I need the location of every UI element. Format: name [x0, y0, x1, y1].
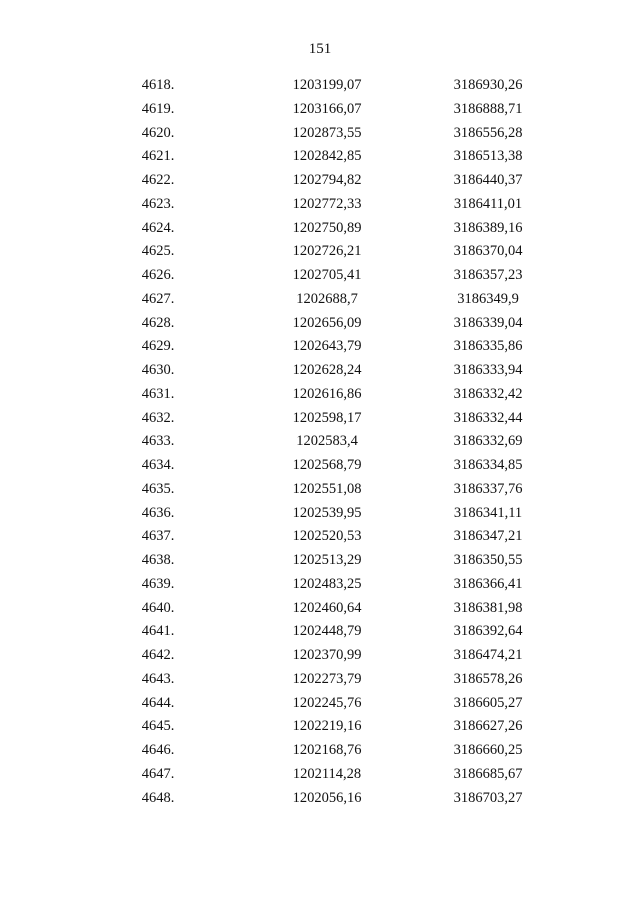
- table-row: [0, 787, 640, 811]
- table-row: [0, 430, 640, 454]
- x-coordinate: 1202460,64: [292, 599, 362, 616]
- x-coordinate: 1202772,33: [292, 195, 362, 212]
- y-coordinate: 3186411,01: [453, 195, 523, 212]
- table-row: [0, 288, 640, 312]
- y-coordinate: 3186333,94: [453, 362, 523, 378]
- y-coordinate: 3186370,04: [453, 243, 523, 260]
- x-coordinate: 1202583,4: [296, 433, 358, 450]
- y-coordinate: 3186888,71: [453, 100, 523, 117]
- y-coordinate: 3186930,26: [453, 77, 523, 93]
- point-number: 4642.: [141, 647, 175, 663]
- table-row: [0, 264, 640, 288]
- y-coordinate: 3186341,11: [453, 504, 523, 521]
- x-coordinate: 1202513,29: [292, 552, 362, 568]
- point-number: 4633.: [141, 433, 175, 450]
- y-coordinate: 3186335,86: [453, 338, 523, 355]
- x-coordinate: 1202448,79: [292, 623, 362, 640]
- point-number: 4628.: [141, 314, 175, 331]
- point-number: 4623.: [141, 195, 175, 212]
- x-coordinate: 1202370,99: [292, 647, 362, 663]
- x-coordinate: 1202598,17: [292, 409, 362, 426]
- x-coordinate: 1202750,89: [292, 219, 362, 236]
- point-number: 4638.: [141, 552, 175, 568]
- y-coordinate: 3186578,26: [453, 670, 523, 687]
- x-coordinate: 1203199,07: [292, 77, 362, 93]
- point-number: 4639.: [141, 575, 175, 592]
- y-coordinate: 3186332,42: [453, 385, 523, 402]
- x-coordinate: 1202705,41: [292, 267, 362, 283]
- point-number: 4634.: [141, 457, 175, 473]
- point-number: 4631.: [141, 385, 175, 402]
- y-coordinate: 3186347,21: [453, 528, 523, 545]
- point-number: 4632.: [141, 409, 175, 426]
- coordinates-table: [0, 74, 640, 810]
- y-coordinate: 3186349,9: [457, 290, 519, 307]
- table-row: [0, 525, 640, 549]
- point-number: 4627.: [141, 290, 175, 307]
- y-coordinate: 3186337,76: [453, 480, 523, 497]
- y-coordinate: 3186440,37: [453, 172, 523, 188]
- x-coordinate: 1202245,76: [292, 694, 362, 711]
- x-coordinate: 1202114,28: [292, 765, 362, 782]
- x-coordinate: 1202616,86: [292, 385, 362, 402]
- y-coordinate: 3186474,21: [453, 647, 523, 663]
- point-number: 4648.: [141, 789, 175, 806]
- page-number: 151: [308, 41, 332, 57]
- table-row: [0, 145, 640, 169]
- point-number: 4618.: [141, 77, 175, 93]
- table-row: [0, 335, 640, 359]
- table-row: [0, 739, 640, 763]
- table-row: [0, 359, 640, 383]
- y-coordinate: 3186334,85: [453, 457, 523, 473]
- y-coordinate: 3186627,26: [453, 718, 523, 735]
- point-number: 4646.: [141, 742, 175, 758]
- x-coordinate: 1202656,09: [292, 314, 362, 331]
- table-row: [0, 74, 640, 98]
- table-row: [0, 122, 640, 146]
- x-coordinate: 1202688,7: [296, 290, 358, 307]
- table-row: [0, 312, 640, 336]
- y-coordinate: 3186366,41: [453, 575, 523, 592]
- table-row: [0, 549, 640, 573]
- y-coordinate: 3186660,25: [453, 742, 523, 758]
- table-row: [0, 407, 640, 431]
- point-number: 4644.: [141, 694, 175, 711]
- table-row: [0, 169, 640, 193]
- x-coordinate: 1202794,82: [292, 172, 362, 188]
- y-coordinate: 3186339,04: [453, 314, 523, 331]
- table-row: [0, 98, 640, 122]
- y-coordinate: 3186357,23: [453, 267, 523, 283]
- y-coordinate: 3186605,27: [453, 694, 523, 711]
- y-coordinate: 3186513,38: [453, 148, 523, 165]
- table-row: [0, 240, 640, 264]
- table-row: [0, 692, 640, 716]
- point-number: 4622.: [141, 172, 175, 188]
- x-coordinate: 1202273,79: [292, 670, 362, 687]
- point-number: 4630.: [141, 362, 175, 378]
- y-coordinate: 3186332,44: [453, 409, 523, 426]
- table-row: [0, 502, 640, 526]
- x-coordinate: 1202873,55: [292, 124, 362, 141]
- x-coordinate: 1202219,16: [292, 718, 362, 735]
- x-coordinate: 1202539,95: [292, 504, 362, 521]
- point-number: 4635.: [141, 480, 175, 497]
- table-row: [0, 597, 640, 621]
- point-number: 4647.: [141, 765, 175, 782]
- point-number: 4620.: [141, 124, 175, 141]
- table-row: [0, 668, 640, 692]
- table-row: [0, 217, 640, 241]
- point-number: 4619.: [141, 100, 175, 117]
- y-coordinate: 3186332,69: [453, 433, 523, 450]
- y-coordinate: 3186381,98: [453, 599, 523, 616]
- x-coordinate: 1202483,25: [292, 575, 362, 592]
- x-coordinate: 1202056,16: [292, 789, 362, 806]
- table-row: [0, 763, 640, 787]
- y-coordinate: 3186703,27: [453, 789, 523, 806]
- x-coordinate: 1202726,21: [292, 243, 362, 260]
- point-number: 4641.: [141, 623, 175, 640]
- x-coordinate: 1202168,76: [292, 742, 362, 758]
- point-number: 4643.: [141, 670, 175, 687]
- x-coordinate: 1203166,07: [292, 100, 362, 117]
- point-number: 4625.: [141, 243, 175, 260]
- point-number: 4637.: [141, 528, 175, 545]
- point-number: 4645.: [141, 718, 175, 735]
- table-row: [0, 715, 640, 739]
- point-number: 4626.: [141, 267, 175, 283]
- table-row: [0, 383, 640, 407]
- x-coordinate: 1202842,85: [292, 148, 362, 165]
- table-row: [0, 454, 640, 478]
- table-row: [0, 573, 640, 597]
- table-row: [0, 478, 640, 502]
- y-coordinate: 3186350,55: [453, 552, 523, 568]
- x-coordinate: 1202643,79: [292, 338, 362, 355]
- table-row: [0, 644, 640, 668]
- y-coordinate: 3186392,64: [453, 623, 523, 640]
- table-row: [0, 620, 640, 644]
- x-coordinate: 1202520,53: [292, 528, 362, 545]
- table-row: [0, 193, 640, 217]
- y-coordinate: 3186556,28: [453, 124, 523, 141]
- point-number: 4629.: [141, 338, 175, 355]
- y-coordinate: 3186389,16: [453, 219, 523, 236]
- point-number: 4624.: [141, 219, 175, 236]
- x-coordinate: 1202568,79: [292, 457, 362, 473]
- y-coordinate: 3186685,67: [453, 765, 523, 782]
- x-coordinate: 1202628,24: [292, 362, 362, 378]
- point-number: 4640.: [141, 599, 175, 616]
- point-number: 4636.: [141, 504, 175, 521]
- x-coordinate: 1202551,08: [292, 480, 362, 497]
- point-number: 4621.: [141, 148, 175, 165]
